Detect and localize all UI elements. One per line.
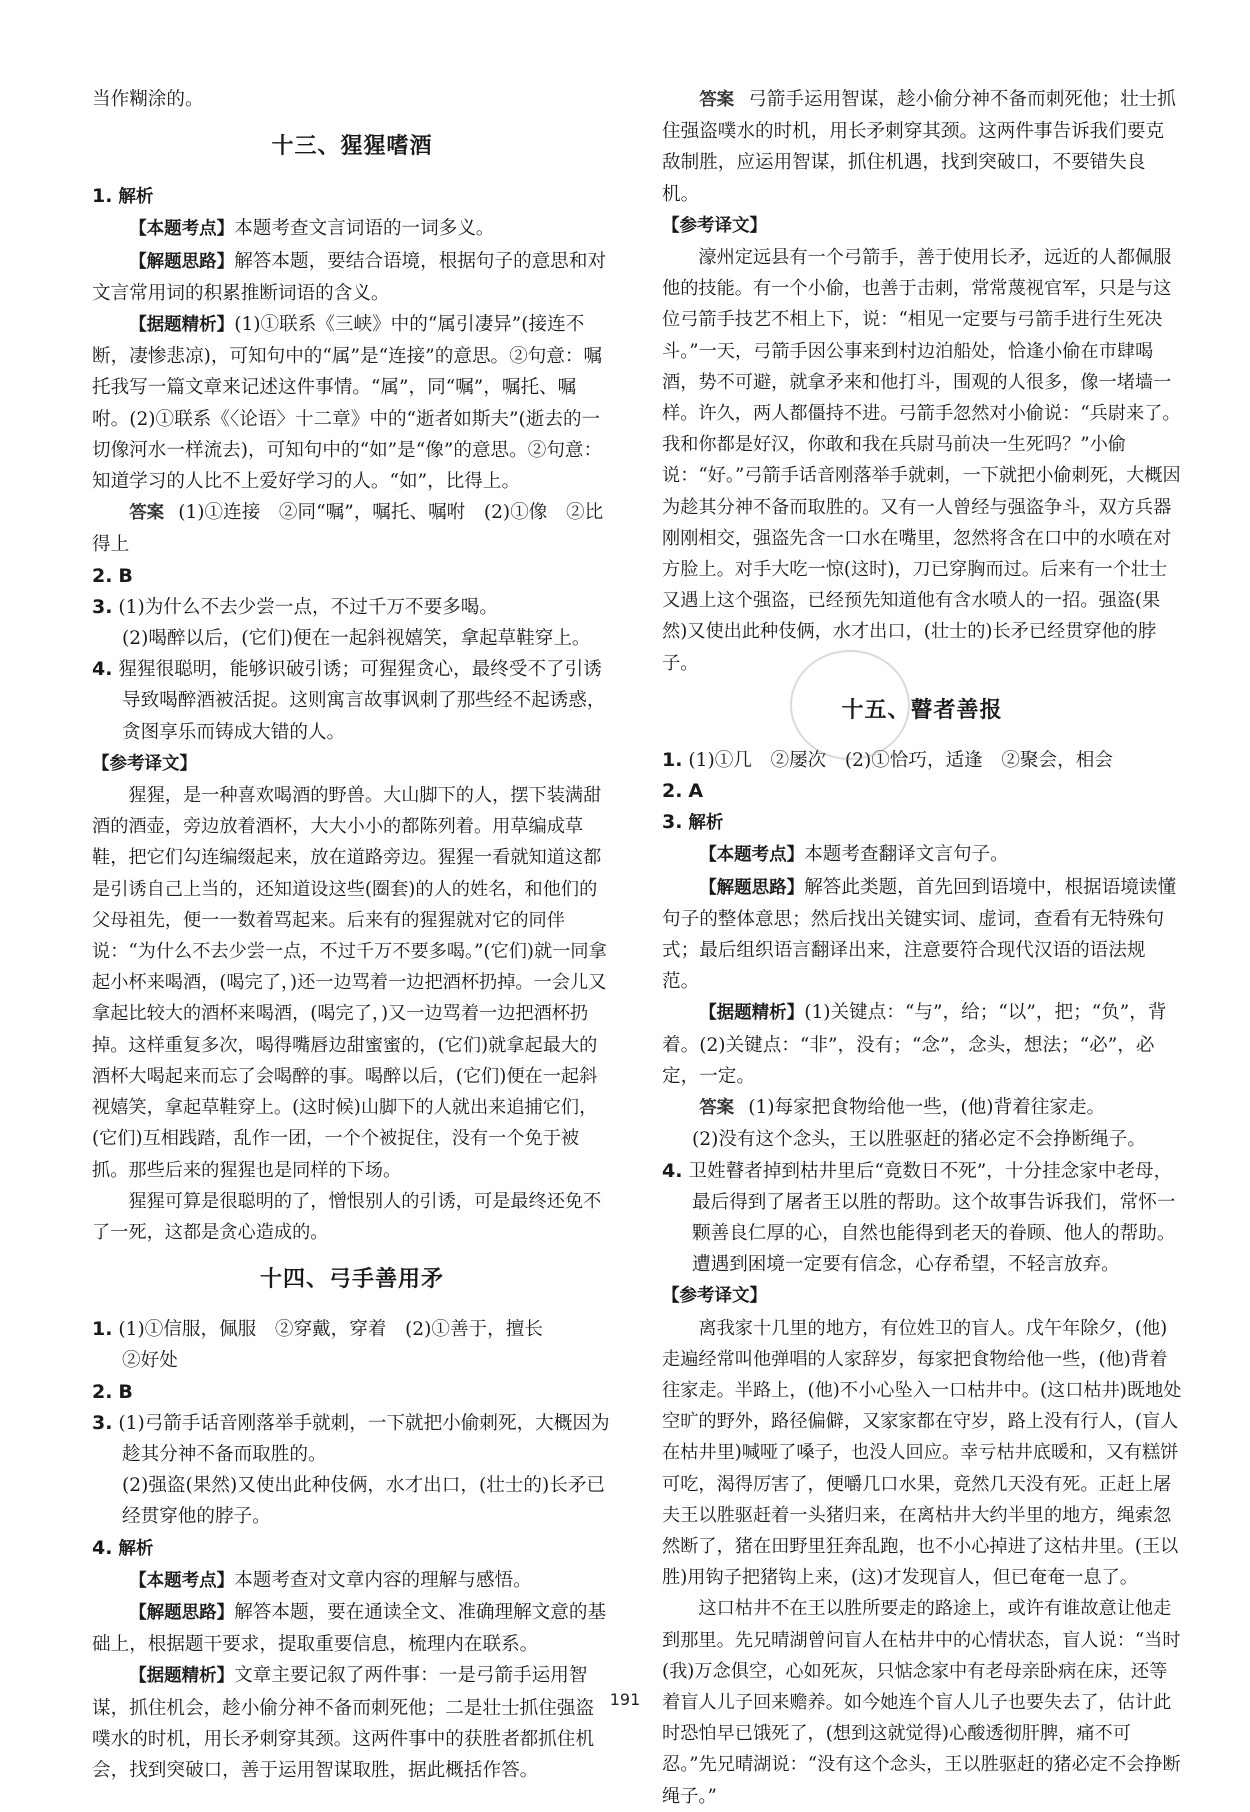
s15-q3-point [662, 839, 1182, 871]
s14-q2 [92, 1377, 612, 1408]
reference-translation-label [92, 748, 612, 780]
q3-line1: (1)为什么不去少尝一点，不过千万不要多喝。 [118, 596, 498, 618]
section-13-title: 十三、猩猩嗜酒 [271, 133, 433, 160]
s15-q1-text: (1)①几 ②屡次 (2)①恰巧，适逢 ②聚会，相会 [688, 749, 1113, 771]
s14-q3-line2: (2)强盗(果然)又使出此种伎俩，水才出口，(壮士的)长矛已经贯穿他的脖子。 [122, 1475, 606, 1528]
right-column [662, 84, 1182, 1812]
s14-q3 [92, 1408, 612, 1470]
s15-q4-number: 4. [662, 1159, 683, 1182]
detail-text: (1)①联系《三峡》中的“属引凄异”(接连不断，凄惨悲凉)，可知句中的“属”是“连接”的意思。②句意：嘱托我写一篇文章来记述这件事情。“属”，同“嘱”，嘱托、嘱咐。(2)①联系《〈论语〉十二章》中的“逝者如斯夫”(逝去的一切像河水一样流去)，可知句中的“如”是“像”的意思。②句意：知道学习的人比不上爱好学习的人。“如”，比得上。 [92, 314, 603, 493]
s15-reference-translation-p1: 离我家十几里的地方，有位姓卫的盲人。戊午年除夕，(他)走遍经常叫他弹唱的人家辞岁，每家把食物给他一些，(他)背着往家走。半路上，(他)不小心坠入一口枯井中。(这口枯井)既地处空旷的野外，路径偏僻，又家家都在守岁，路上没有行人，(盲人在枯井里)喊哑了嗓子，也没人回应。幸亏枯井底暖和，又有糕饼可吃，渴得厉害了，便嚼几口水果，竟然几天没有死。正赶上屠夫王以胜驱赶着一头猪归来，在离枯井大约半里的地方，绳索忽然断了，猪在田野里狂奔乱跑，也不小心掉进了这枯井里。(王以胜)用钩子把猪钩上来，(这)才发现盲人，但已奄奄一息了。 [662, 1317, 1182, 1589]
q4 [92, 654, 612, 748]
s15-q3-answer [662, 1092, 1182, 1124]
s14-reference-translation-label [662, 210, 1182, 242]
s15-q1-number: 1. [662, 748, 683, 771]
detail-label: 【据题精析】 [699, 1003, 805, 1024]
left-column [92, 84, 612, 1786]
detail-label: 【据题精析】 [129, 315, 235, 336]
s14-q2-answer: B [118, 1380, 133, 1403]
section-14-title: 十四、弓手善用矛 [259, 1266, 444, 1293]
detail-text: 文章主要记叙了两件事：一是弓箭手运用智谋，抓住机会，趁小偷分神不备而刺死他；二是壮士抓住强盗噗水的时机，用长矛刺穿其颈。这两件事中的获胜者都抓住机会，找到突破口，善于运用智谋取胜，据此概括作答。 [92, 1665, 595, 1781]
q1-detail [92, 309, 612, 497]
point-text: 本题考查翻译文言句子。 [804, 844, 1009, 866]
q3-number: 3. [92, 595, 113, 618]
idea-text: 解答此类题，首先回到语境中，根据语境读懂句子的整体意思；然后找出关键实词、虚词，查看有无特殊句式；最后组织语言翻译出来，注意要符合现代汉语的语法规范。 [662, 876, 1177, 993]
q4-text: 猩猩很聪明，能够识破引诱；可猩猩贪心，最终受不了引诱导致喝醉酒被活捉。这则寓言故事讽刺了那些经不起诱惑，贪图享乐而铸成大错的人。 [118, 659, 606, 743]
page-number: 191 [609, 1690, 641, 1709]
detail-text: (1)关键点：“与”，给；“以”，把；“负”，背着。(2)关键点：“非”，没有；“念”，念头，想法；“必”，必定，一定。 [662, 1002, 1167, 1087]
answer-label: 答案 [129, 503, 165, 524]
s14-q1-number: 1. [92, 1318, 113, 1341]
s14-q4-head: 解析 [118, 1538, 154, 1559]
s15-q3-idea [662, 872, 1182, 998]
q1-number: 1. [92, 185, 113, 208]
s15-q3-head: 解析 [688, 813, 724, 834]
s15-q3-answer-line2: (2)没有这个念头，王以胜驱赶的猪必定不会挣断绳子。 [692, 1129, 1146, 1151]
detail-label: 【据题精析】 [129, 1666, 235, 1687]
answer-text: 弓箭手运用智谋，趁小偷分神不备而刺死他；壮士抓住强盗噗水的时机，用长矛刺穿其颈。这两件事告诉我们要克敌制胜，应运用智谋，抓住机遇，找到突破口，不要错失良机。 [662, 89, 1176, 205]
answer-line1: (1)每家把食物给他一些，(他)背着往家走。 [748, 1097, 1106, 1119]
s14-q1 [92, 1314, 612, 1345]
reference-translation-p1: 猩猩，是一种喜欢喝酒的野兽。大山脚下的人，摆下装满甜酒的酒壶，旁边放着酒杯，大大小小的都陈列着。用草编成草鞋，把它们勾连编缀起来，放在道路旁边。猩猩一看就知道这都是引诱自己上当的，还知道设这些(圈套)的人的姓名，和他们的父母祖先，便一一数着骂起来。后来有的猩猩就对它的同伴说：“为什么不去少尝一点，不过千万不要多喝。”(它们)就一同拿起小杯来喝酒，(喝完了，)还一边骂着一边把酒杯扔掉。一会儿又拿起比较大的酒杯来喝酒，(喝完了，)又一边骂着一边把酒杯扔掉。这样重复多次，喝得嘴唇边甜蜜蜜的，(它们)就拿起最大的酒杯大喝起来而忘了会喝醉的事。喝醉以后，(它们)便在一起斜视嬉笑，拿起草鞋穿上。(这时候)山脚下的人就出来追捕它们，(它们)互相践踏，乱作一团，一个个被捉住，没有一个免于被抓。那些后来的猩猩也是同样的下场。 [92, 785, 607, 1181]
s15-q3-heading [662, 807, 1182, 839]
s14-q4-idea [92, 1597, 612, 1660]
answer-text: (1)①连接 ②同“嘱”，嘱托、嘱咐 (2)①像 ②比得上 [92, 502, 604, 556]
s14-q1-line1: (1)①信服，佩服 ②穿戴，穿着 (2)①善于，擅长 [118, 1319, 543, 1341]
stamp-watermark [790, 650, 910, 760]
s14-q2-number: 2. [92, 1380, 113, 1403]
idea-text: 解答本题，要结合语境，根据句子的意思和对文言常用词的积累推断词语的含义。 [92, 250, 607, 304]
s14-q1-line2: ②好处 [122, 1350, 178, 1372]
s15-q4 [662, 1156, 1182, 1281]
s14-q4-point [92, 1565, 612, 1597]
s15-reference-translation-label [662, 1280, 1182, 1312]
s15-q2 [662, 776, 1182, 807]
q1-head: 解析 [118, 187, 154, 208]
q3-line2: (2)喝醉以后，(它们)便在一起斜视嬉笑，拿起草鞋穿上。 [122, 628, 591, 650]
point-text: 本题考查文言词语的一词多义。 [234, 218, 495, 240]
idea-text: 解答本题，要在通读全文、准确理解文意的基础上，根据题干要求，提取重要信息，梳理内在联系。 [92, 1601, 607, 1656]
q2-number: 2. [92, 564, 113, 587]
q1-heading [92, 181, 612, 213]
point-label: 【本题考点】 [699, 845, 805, 866]
idea-label: 【解题思路】 [699, 877, 805, 898]
ref-label: 【参考译文】 [662, 215, 767, 236]
s14-q4-heading [92, 1533, 612, 1565]
q2-answer: B [118, 564, 133, 587]
idea-label: 【解题思路】 [129, 251, 235, 272]
q3 [92, 592, 612, 623]
s15-reference-translation-p2: 这口枯井不在王以胜所要走的路途上，或许有谁故意让他走到那里。先兄晴湖曾问盲人在枯井中的心情状态，盲人说：“当时(我)万念俱空，心如死灰，只惦念家中有老母亲卧病在床，还等着盲人儿子回来赡养。如今她连个盲人儿子也要失去了，估计此时恐怕早已饿死了，(想到这就觉得)心酸透彻肝脾，痛不可忍。”先兄晴湖说：“没有这个念头，王以胜驱赶的猪必定不会挣断绳子。” [662, 1598, 1181, 1807]
q4-number: 4. [92, 658, 113, 681]
s14-reference-translation: 濠州定远县有一个弓箭手，善于使用长矛，远近的人都佩服他的技能。有一个小偷，也善于击刺，常常蔑视官军，只是与这位弓箭手技艺不相上下，说：“相见一定要与弓箭手进行生死决斗。”一天，弓箭手因公事来到村边泊船处，恰逢小偷在市肆喝酒，势不可避，就拿矛来和他打斗，围观的人很多，像一堵墙一样。许久，两人都僵持不进。弓箭手忽然对小偷说：“兵尉来了。我和你都是好汉，你敢和我在兵尉马前决一生死吗？”小偷说：“好。”弓箭手话音刚落举手就刺，一下就把小偷刺死，大概因为趁其分神不备而取胜的。又有一人曾经与强盗争斗，双方兵器刚刚相交，强盗先含一口水在嘴里，忽然将含在口中的水喷在对方脸上。对手大吃一惊(这时)，刀已穿胸而过。后来有一个壮士又遇上这个强盗，已经预先知道他有含水喷人的一招。强盗(果然)又使出此种伎俩，水才出口，(壮士的)长矛已经贯穿他的脖子。 [662, 247, 1181, 674]
s14-q4-detail [92, 1660, 612, 1786]
ref-label: 【参考译文】 [92, 753, 197, 774]
q1-answer [92, 497, 612, 560]
q2 [92, 561, 612, 592]
s14-q4-number: 4. [92, 1536, 113, 1559]
s15-q2-number: 2. [662, 780, 683, 803]
q1-idea [92, 246, 612, 309]
answer-label: 答案 [699, 90, 735, 110]
s15-q1 [662, 745, 1182, 776]
s14-q3-number: 3. [92, 1411, 113, 1434]
ref-label: 【参考译文】 [662, 1286, 767, 1307]
answer-label: 答案 [699, 1098, 735, 1119]
reference-translation-p2: 猩猩可算是很聪明的了，憎恨别人的引诱，可是最终还免不了一死，这都是贪心造成的。 [92, 1190, 602, 1243]
q1-point [92, 213, 612, 245]
point-text: 本题考查对文章内容的理解与感悟。 [234, 1569, 532, 1591]
s14-q3-line1: (1)弓箭手话音刚落举手就刺，一下就把小偷刺死，大概因为趁其分神不备而取胜的。 [118, 1412, 610, 1465]
point-label: 【本题考点】 [129, 1570, 235, 1591]
section-15-title: 十五、瞽者善报 [841, 696, 1003, 723]
carry-over-text: 当作糊涂的。 [92, 89, 204, 110]
s15-q4-text: 卫姓瞽者掉到枯井里后“竟数日不死”，十分挂念家中老母，最后得到了屠者王以胜的帮助。这个故事告诉我们，常怀一颗善良仁厚的心，自然也能得到老天的眷顾、他人的帮助。遭遇到困境一定要有信念，心存希望，不轻言放弃。 [688, 1160, 1176, 1276]
s15-q3-number: 3. [662, 811, 683, 834]
point-label: 【本题考点】 [129, 219, 235, 240]
s14-q4-answer [662, 84, 1182, 210]
s15-q2-answer: A [688, 780, 704, 803]
s15-q3-detail [662, 997, 1182, 1092]
idea-label: 【解题思路】 [129, 1602, 235, 1623]
